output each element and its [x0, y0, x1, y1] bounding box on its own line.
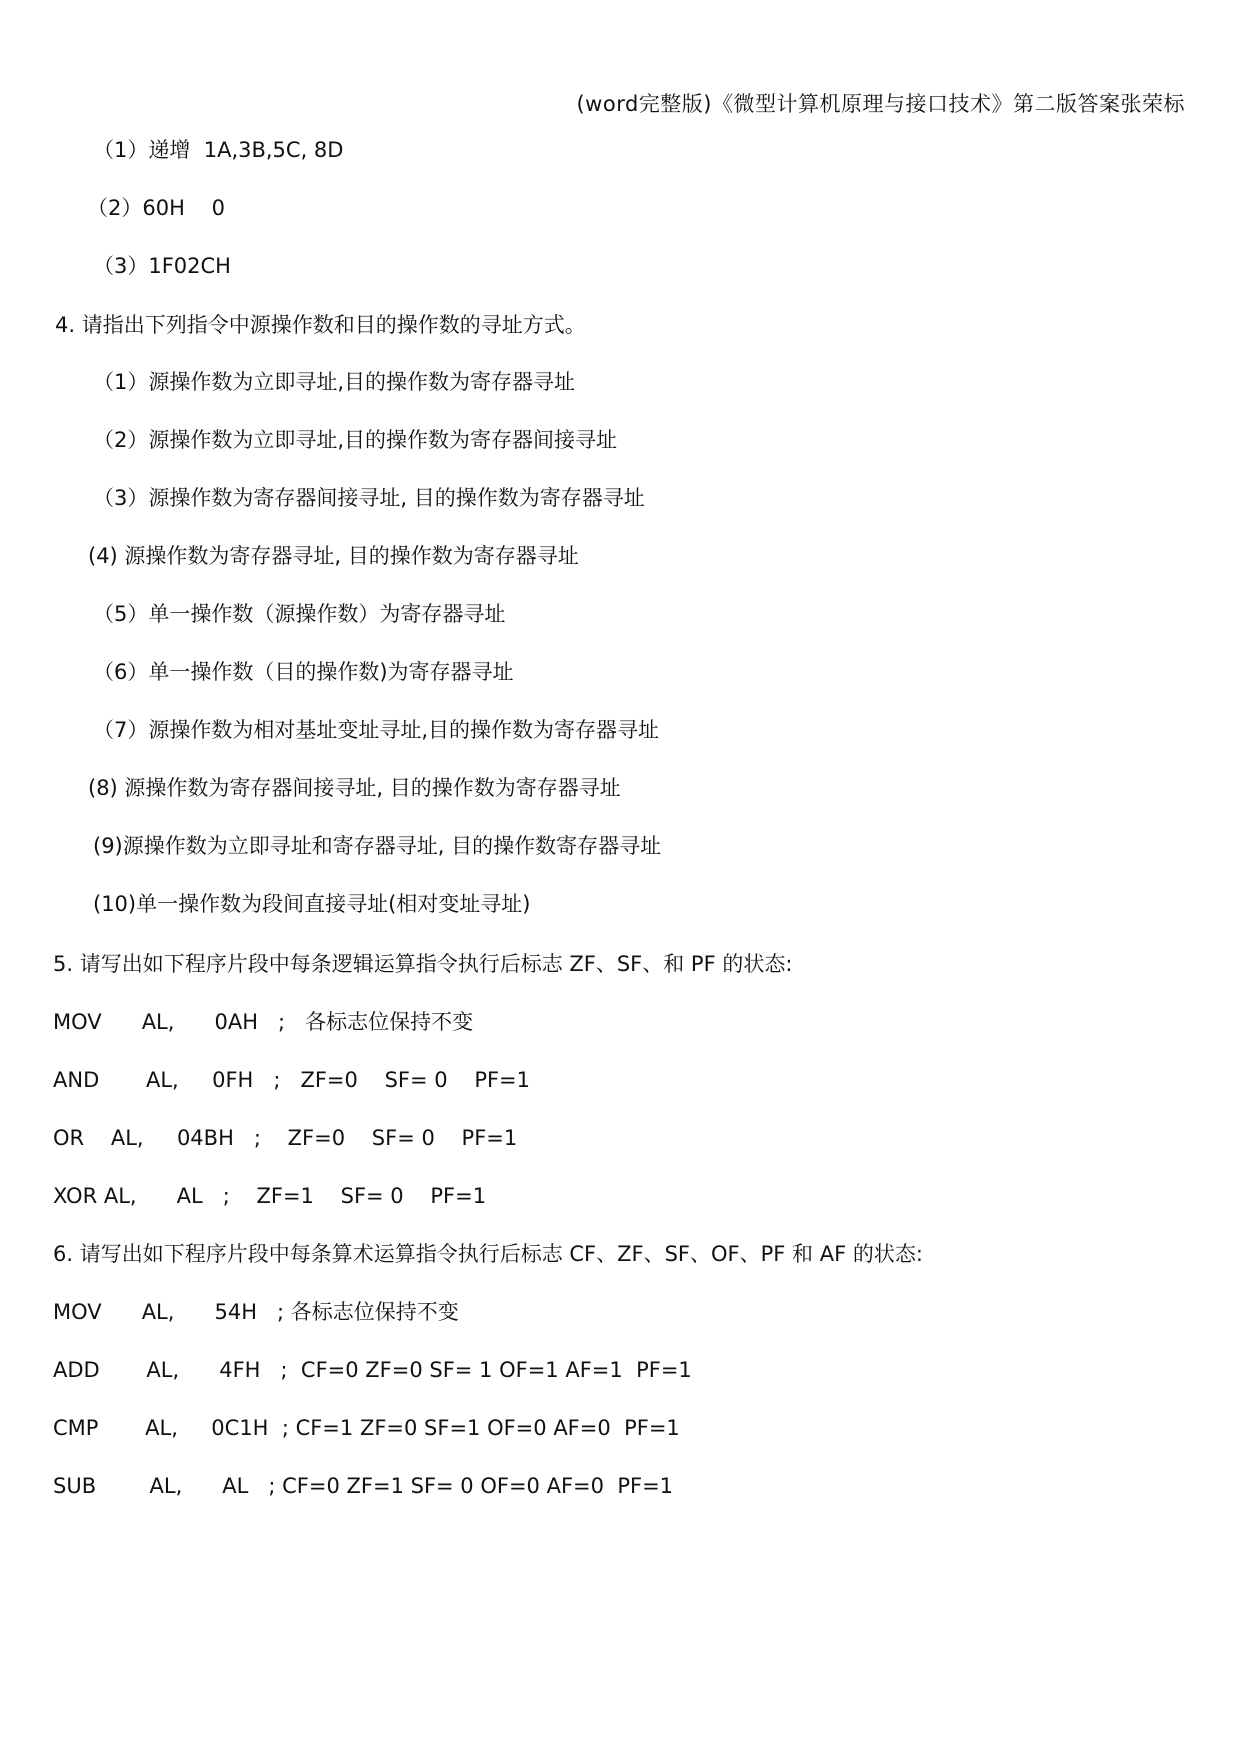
text-line: （2）源操作数为立即寻址,目的操作数为寄存器间接寻址 — [93, 428, 618, 452]
text-line: AND AL, 0FH ; ZF=0 SF= 0 PF=1 — [53, 1068, 531, 1092]
text-line: 6. 请写出如下程序片段中每条算术运算指令执行后标志 CF、ZF、SF、OF、PF 和 AF 的状态: — [53, 1242, 923, 1266]
text-line: （7）源操作数为相对基址变址寻址,目的操作数为寄存器寻址 — [93, 718, 660, 742]
text-line: （3）源操作数为寄存器间接寻址, 目的操作数为寄存器寻址 — [93, 486, 645, 510]
text-line: CMP AL, 0C1H ; CF=1 ZF=0 SF=1 OF=0 AF=0 PF=1 — [53, 1416, 680, 1440]
text-line: MOV AL, 0AH ; 各标志位保持不变 — [53, 1010, 474, 1034]
text-line: （3）1F02CH — [93, 254, 231, 278]
text-line: MOV AL, 54H ; 各标志位保持不变 — [53, 1300, 459, 1324]
text-line: XOR AL, AL ; ZF=1 SF= 0 PF=1 — [53, 1184, 487, 1208]
text-line: OR AL, 04BH ; ZF=0 SF= 0 PF=1 — [53, 1126, 518, 1150]
text-line: （1）源操作数为立即寻址,目的操作数为寄存器寻址 — [93, 370, 576, 394]
text-line: (10)单一操作数为段间直接寻址(相对变址寻址) — [93, 892, 531, 916]
text-line: (9)源操作数为立即寻址和寄存器寻址, 目的操作数寄存器寻址 — [93, 834, 662, 858]
text-line: （2）60H 0 — [87, 196, 225, 220]
text-line: （6）单一操作数（目的操作数)为寄存器寻址 — [93, 660, 514, 684]
text-line: （1）递增 1A,3B,5C, 8D — [93, 138, 344, 162]
text-line: 4. 请指出下列指令中源操作数和目的操作数的寻址方式。 — [55, 313, 586, 337]
text-line: (8) 源操作数为寄存器间接寻址, 目的操作数为寄存器寻址 — [88, 776, 621, 800]
text-line: ADD AL, 4FH ; CF=0 ZF=0 SF= 1 OF=1 AF=1 PF=1 — [53, 1358, 692, 1382]
text-line: （5）单一操作数（源操作数）为寄存器寻址 — [93, 602, 506, 626]
text-line: 5. 请写出如下程序片段中每条逻辑运算指令执行后标志 ZF、SF、和 PF 的状态: — [53, 952, 793, 976]
text-line: (4) 源操作数为寄存器寻址, 目的操作数为寄存器寻址 — [88, 544, 579, 568]
text-line: SUB AL, AL ; CF=0 ZF=1 SF= 0 OF=0 AF=0 PF=1 — [53, 1474, 674, 1498]
document-header: (word完整版)《微型计算机原理与接口技术》第二版答案张荣标 — [576, 92, 1185, 116]
